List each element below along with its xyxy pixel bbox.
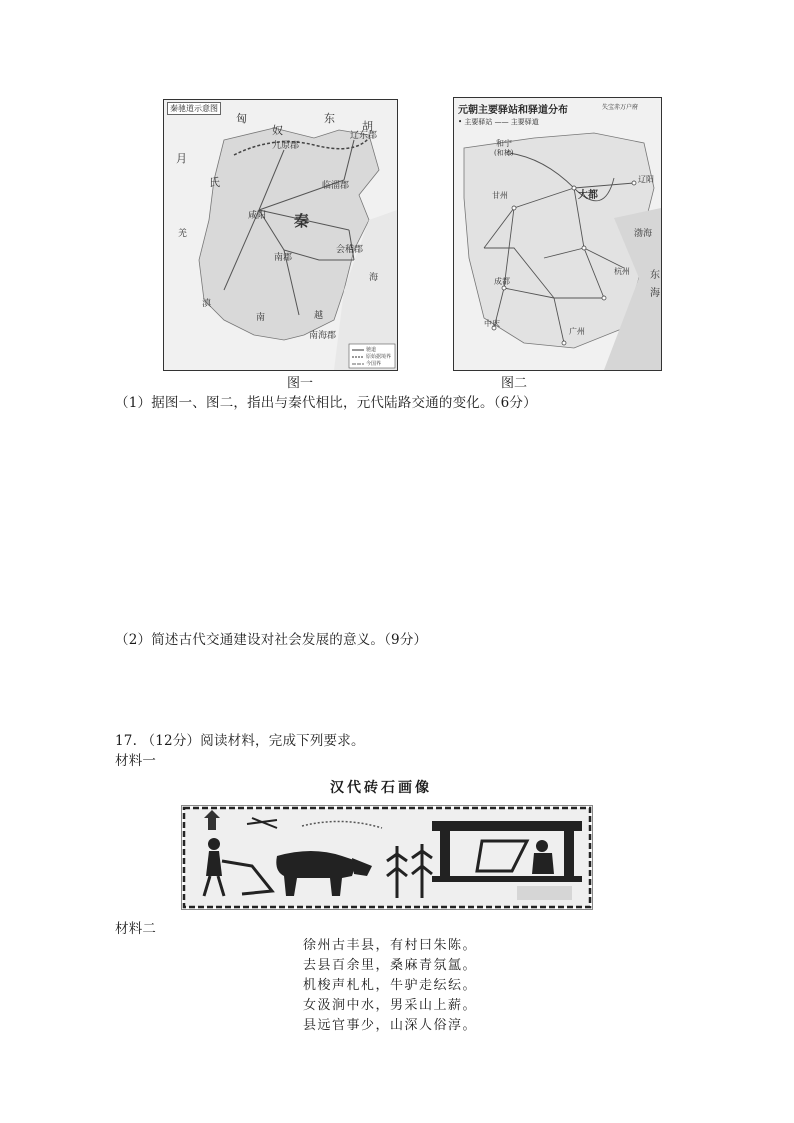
material1-image-title: 汉代砖石画像 <box>330 780 432 796</box>
han-brick-relief-drawing <box>182 806 592 909</box>
figure1-map <box>163 99 398 371</box>
poem-line: 去县百余里，桑麻青氛氲。 <box>302 958 477 973</box>
figure2-corner-note: 失宝赤万户府 <box>602 104 639 111</box>
figure2-caption: 图二 <box>500 376 527 391</box>
poem-line: 县远官事少，山深人俗淳。 <box>302 1018 477 1033</box>
figure1-title: 秦驰道示意图 <box>167 102 221 115</box>
map-label: 成都 <box>494 277 510 286</box>
poem-line: 女汲涧中水，男采山上薪。 <box>302 998 477 1013</box>
map-label: 临淄郡 <box>322 181 350 191</box>
map-label: 匈 <box>236 112 247 125</box>
map-label: 海 <box>650 288 660 299</box>
figure2-subtitle: • 主要驿站 —— 主要驿道 <box>458 118 539 126</box>
map-label: 辽阳 <box>638 175 654 184</box>
map-label: 南海郡 <box>309 331 337 341</box>
map-label: 甘州 <box>492 191 508 200</box>
map-label: 海 <box>369 273 379 283</box>
legend-entry: 驰道 <box>366 347 377 353</box>
map-label: 羌 <box>178 229 188 239</box>
question-1: （1）据图一、图二，指出与秦代相比，元代陆路交通的变化。（6分） <box>115 395 537 411</box>
material1-label: 材料一 <box>115 753 157 769</box>
map-label: 东 <box>650 270 660 281</box>
map-label: 广州 <box>569 327 585 336</box>
material2-poem <box>300 934 480 1034</box>
map-label: 奴 <box>272 124 283 137</box>
poem-line: 徐州古丰县，有村曰朱陈。 <box>302 938 477 953</box>
question-17: 17. （12分）阅读材料，完成下列要求。 <box>115 733 365 749</box>
map-label: (和林) <box>494 149 514 157</box>
figure2-map-drawing <box>454 98 661 370</box>
map-label: 越 <box>314 311 324 321</box>
map-label: 中庆 <box>484 319 500 328</box>
map-label: 咸阳 <box>248 211 267 221</box>
map-label: 九原郡 <box>272 141 300 151</box>
map-label: 胡 <box>362 120 373 133</box>
map-label: 大都 <box>578 190 598 201</box>
figure2-map <box>453 97 662 371</box>
map-label: 会稽郡 <box>336 245 364 255</box>
map-label: 和宁 <box>496 139 512 148</box>
legend-entry: 原始据境界 <box>366 354 392 360</box>
map-label: 月 <box>176 152 187 165</box>
map-label: 辽东郡 <box>350 131 378 141</box>
map-label: 南郡 <box>274 253 293 263</box>
han-brick-relief <box>181 805 593 910</box>
legend-entry: 今国界 <box>366 361 382 367</box>
map-label: 渤海 <box>634 229 653 239</box>
map-label: 氏 <box>209 176 220 189</box>
figure1-caption: 图一 <box>286 376 313 391</box>
map-label: 东 <box>324 112 335 125</box>
question-2: （2）简述古代交通建设对社会发展的意义。（9分） <box>115 632 428 648</box>
figure2-title: 元朝主要驿站和驿道分布 <box>458 105 568 116</box>
material2-label: 材料二 <box>115 921 157 937</box>
map-label: 南 <box>256 313 266 323</box>
poem-line: 机梭声札札，牛驴走纭纭。 <box>302 978 477 993</box>
map-label: 滇 <box>202 299 212 309</box>
map-label: 杭州 <box>614 267 630 276</box>
map-label: 秦 <box>294 212 310 230</box>
